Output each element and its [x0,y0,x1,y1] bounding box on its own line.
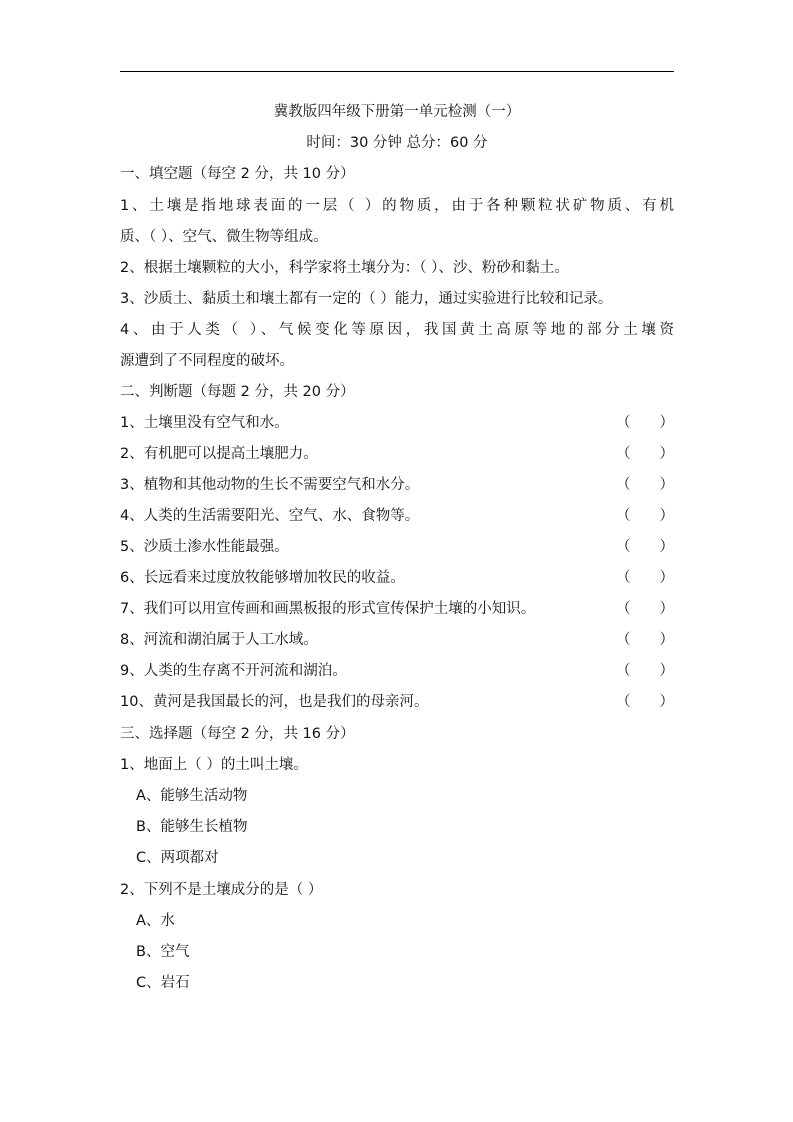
judge-item: 8、河流和湖泊属于人工水域。 [120,632,318,648]
judge-item: 6、长远看来过度放牧能够增加牧民的收益。 [120,570,405,586]
fill-blank-line: 4、由于人类（ ）、气候变化等原因，我国黄土高原等地的部分土壤资 [120,322,674,338]
judge-item: 5、沙质土渗水性能最强。 [120,539,289,555]
choice-option: B、能够生长植物 [136,819,248,835]
header-rule [120,71,674,72]
judge-item: 7、我们可以用宣传画和画黑板报的形式宣传保护土壤的小知识。 [120,601,536,617]
judge-item: 2、有机肥可以提高土壤肥力。 [120,446,318,462]
fill-blank-line: 2、根据土壤颗粒的大小，科学家将土壤分为：（ ）、沙、粉砂和黏土。 [120,260,569,276]
answer-bracket: （ ） [616,415,674,431]
doc-title: 冀教版四年级下册第一单元检测（一） [273,104,521,120]
answer-bracket: （ ） [616,601,674,617]
choice-option: C、两项都对 [136,850,219,866]
fill-blank-line: 3、沙质土、黏质土和壤土都有一定的（ ）能力，通过实验进行比较和记录。 [120,291,613,307]
choice-question: 1、地面上（ ）的土叫土壤。 [120,757,308,773]
answer-bracket: （ ） [616,508,674,524]
answer-bracket: （ ） [616,632,674,648]
answer-bracket: （ ） [616,694,674,710]
fill-blank-line: 质、（ ）、空气、微生物等组成。 [120,229,328,245]
answer-bracket: （ ） [616,477,674,493]
judge-item: 1、土壤里没有空气和水。 [120,415,289,431]
fill-blank-line: 源遭到了不同程度的破坏。 [120,353,294,369]
section-heading-choice: 三、选择题（每空 2 分，共 16 分） [120,726,355,742]
choice-option: A、水 [136,913,175,929]
answer-bracket: （ ） [616,570,674,586]
answer-bracket: （ ） [616,663,674,679]
section-heading-judge: 二、判断题（每题 2 分，共 20 分） [120,384,355,400]
fill-blank-line: 1、土壤是指地球表面的一层（ ）的物质，由于各种颗粒状矿物质、有机 [120,198,674,214]
judge-item: 9、人类的生存离不开河流和湖泊。 [120,663,347,679]
judge-item: 3、植物和其他动物的生长不需要空气和水分。 [120,477,420,493]
judge-item: 4、人类的生活需要阳光、空气、水、食物等。 [120,508,420,524]
answer-bracket: （ ） [616,446,674,462]
choice-question: 2、下列不是土壤成分的是（ ） [120,882,323,898]
choice-option: B、空气 [136,944,190,960]
doc-subtitle: 时间：30 分钟 总分：60 分 [306,135,488,151]
judge-item: 10、黄河是我国最长的河，也是我们的母亲河。 [120,694,429,710]
answer-bracket: （ ） [616,539,674,555]
choice-option: A、能够生活动物 [136,788,248,804]
choice-option: C、岩石 [136,975,190,991]
section-heading-fill-blank: 一、填空题（每空 2 分，共 10 分） [120,166,355,182]
